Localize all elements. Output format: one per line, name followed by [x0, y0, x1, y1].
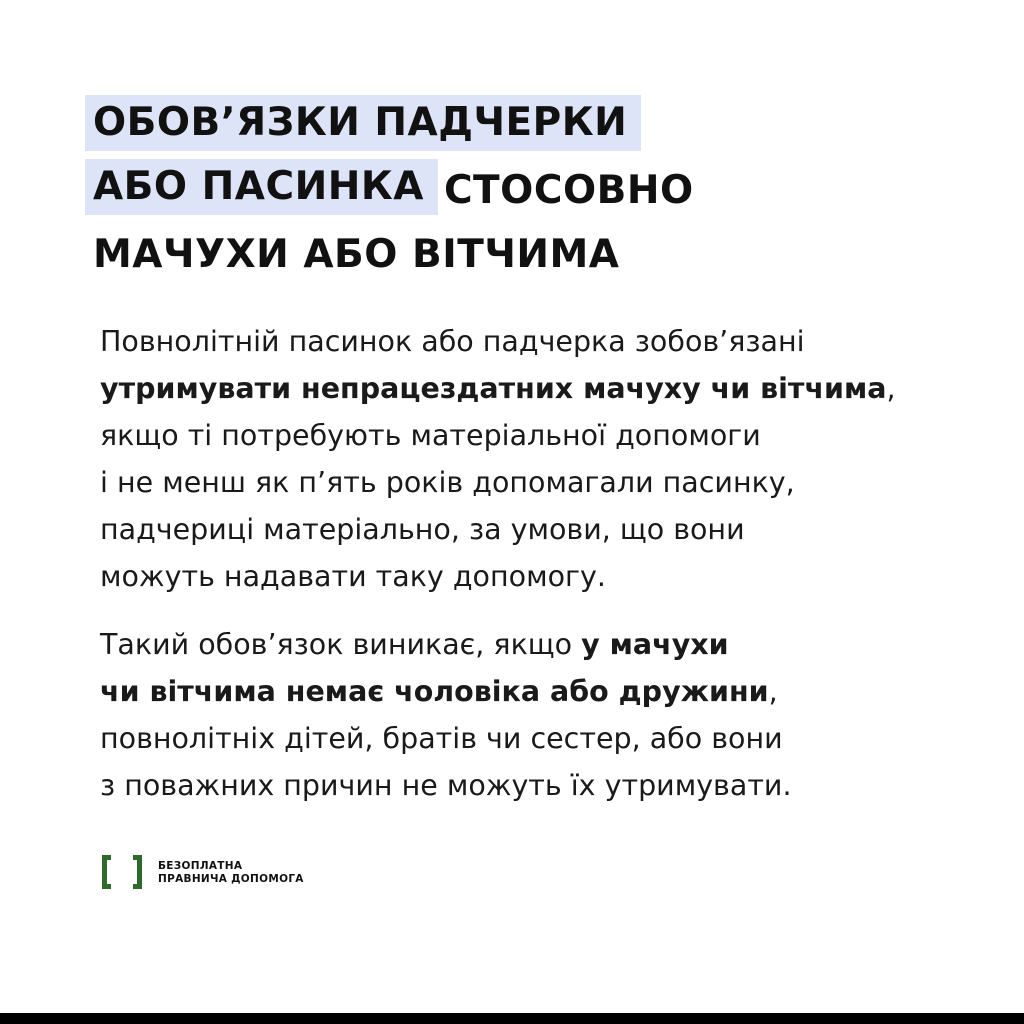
body-text [100, 318, 960, 809]
logo-text [158, 860, 304, 886]
title-line-2-rest: СТОСОВНО [443, 168, 694, 213]
p1-line-2-rest: , [886, 372, 896, 405]
p1-line-2 [100, 365, 960, 412]
p1-line-5: падчериці матеріально, за умови, що вони [100, 513, 745, 546]
p1-line-4: і не менш як п’ять років допомагали пасинку, [100, 466, 795, 499]
page-title [93, 95, 853, 287]
logo-text-line-1: БЕЗОПЛАТНА [158, 860, 243, 872]
paragraph-2 [100, 621, 960, 809]
p1-bold-phrase: утримувати непрацездатних мачуху чи вітчима [100, 372, 887, 405]
p2-line-3: повнолітніх дітей, братів чи сестер, або вони [100, 722, 783, 755]
title-line-3: МАЧУХИ АБО ВІТЧИМА [93, 232, 620, 277]
title-highlight-1: ОБОВ’ЯЗКИ ПАДЧЕРКИ [85, 95, 641, 151]
right-bracket-icon [133, 855, 142, 889]
bottom-border [0, 1013, 1024, 1024]
title-highlight-2: АБО ПАСИНКА [85, 159, 438, 215]
p1-line-3: якщо ті потребують матеріальної допомоги [100, 419, 761, 452]
logo-text-line-2: ПРАВНИЧА ДОПОМОГА [158, 873, 304, 885]
p2-bold-phrase-2: чи вітчима немає чоловіка або дружини [100, 675, 769, 708]
p2-line-2-rest: , [768, 675, 778, 708]
p1-line-6: можуть надавати таку допомогу. [100, 560, 606, 593]
legal-aid-logo [100, 853, 304, 893]
title-line-2 [93, 159, 853, 223]
title-line-1 [93, 95, 853, 159]
p2-line-4: з поважних причин не можуть їх утримувати. [100, 769, 792, 802]
p1-line-1: Повнолітній пасинок або падчерка зобов’язані [100, 325, 805, 358]
p2-line-2 [100, 668, 960, 715]
p2-line-1 [100, 621, 960, 668]
bracket-logo-icon [100, 853, 144, 893]
paragraph-1 [100, 318, 960, 600]
p2-line-1-plain: Такий обов’язок виникає, якщо [100, 628, 582, 661]
left-bracket-icon [102, 855, 111, 889]
p2-bold-phrase-1: у мачухи [581, 628, 729, 661]
